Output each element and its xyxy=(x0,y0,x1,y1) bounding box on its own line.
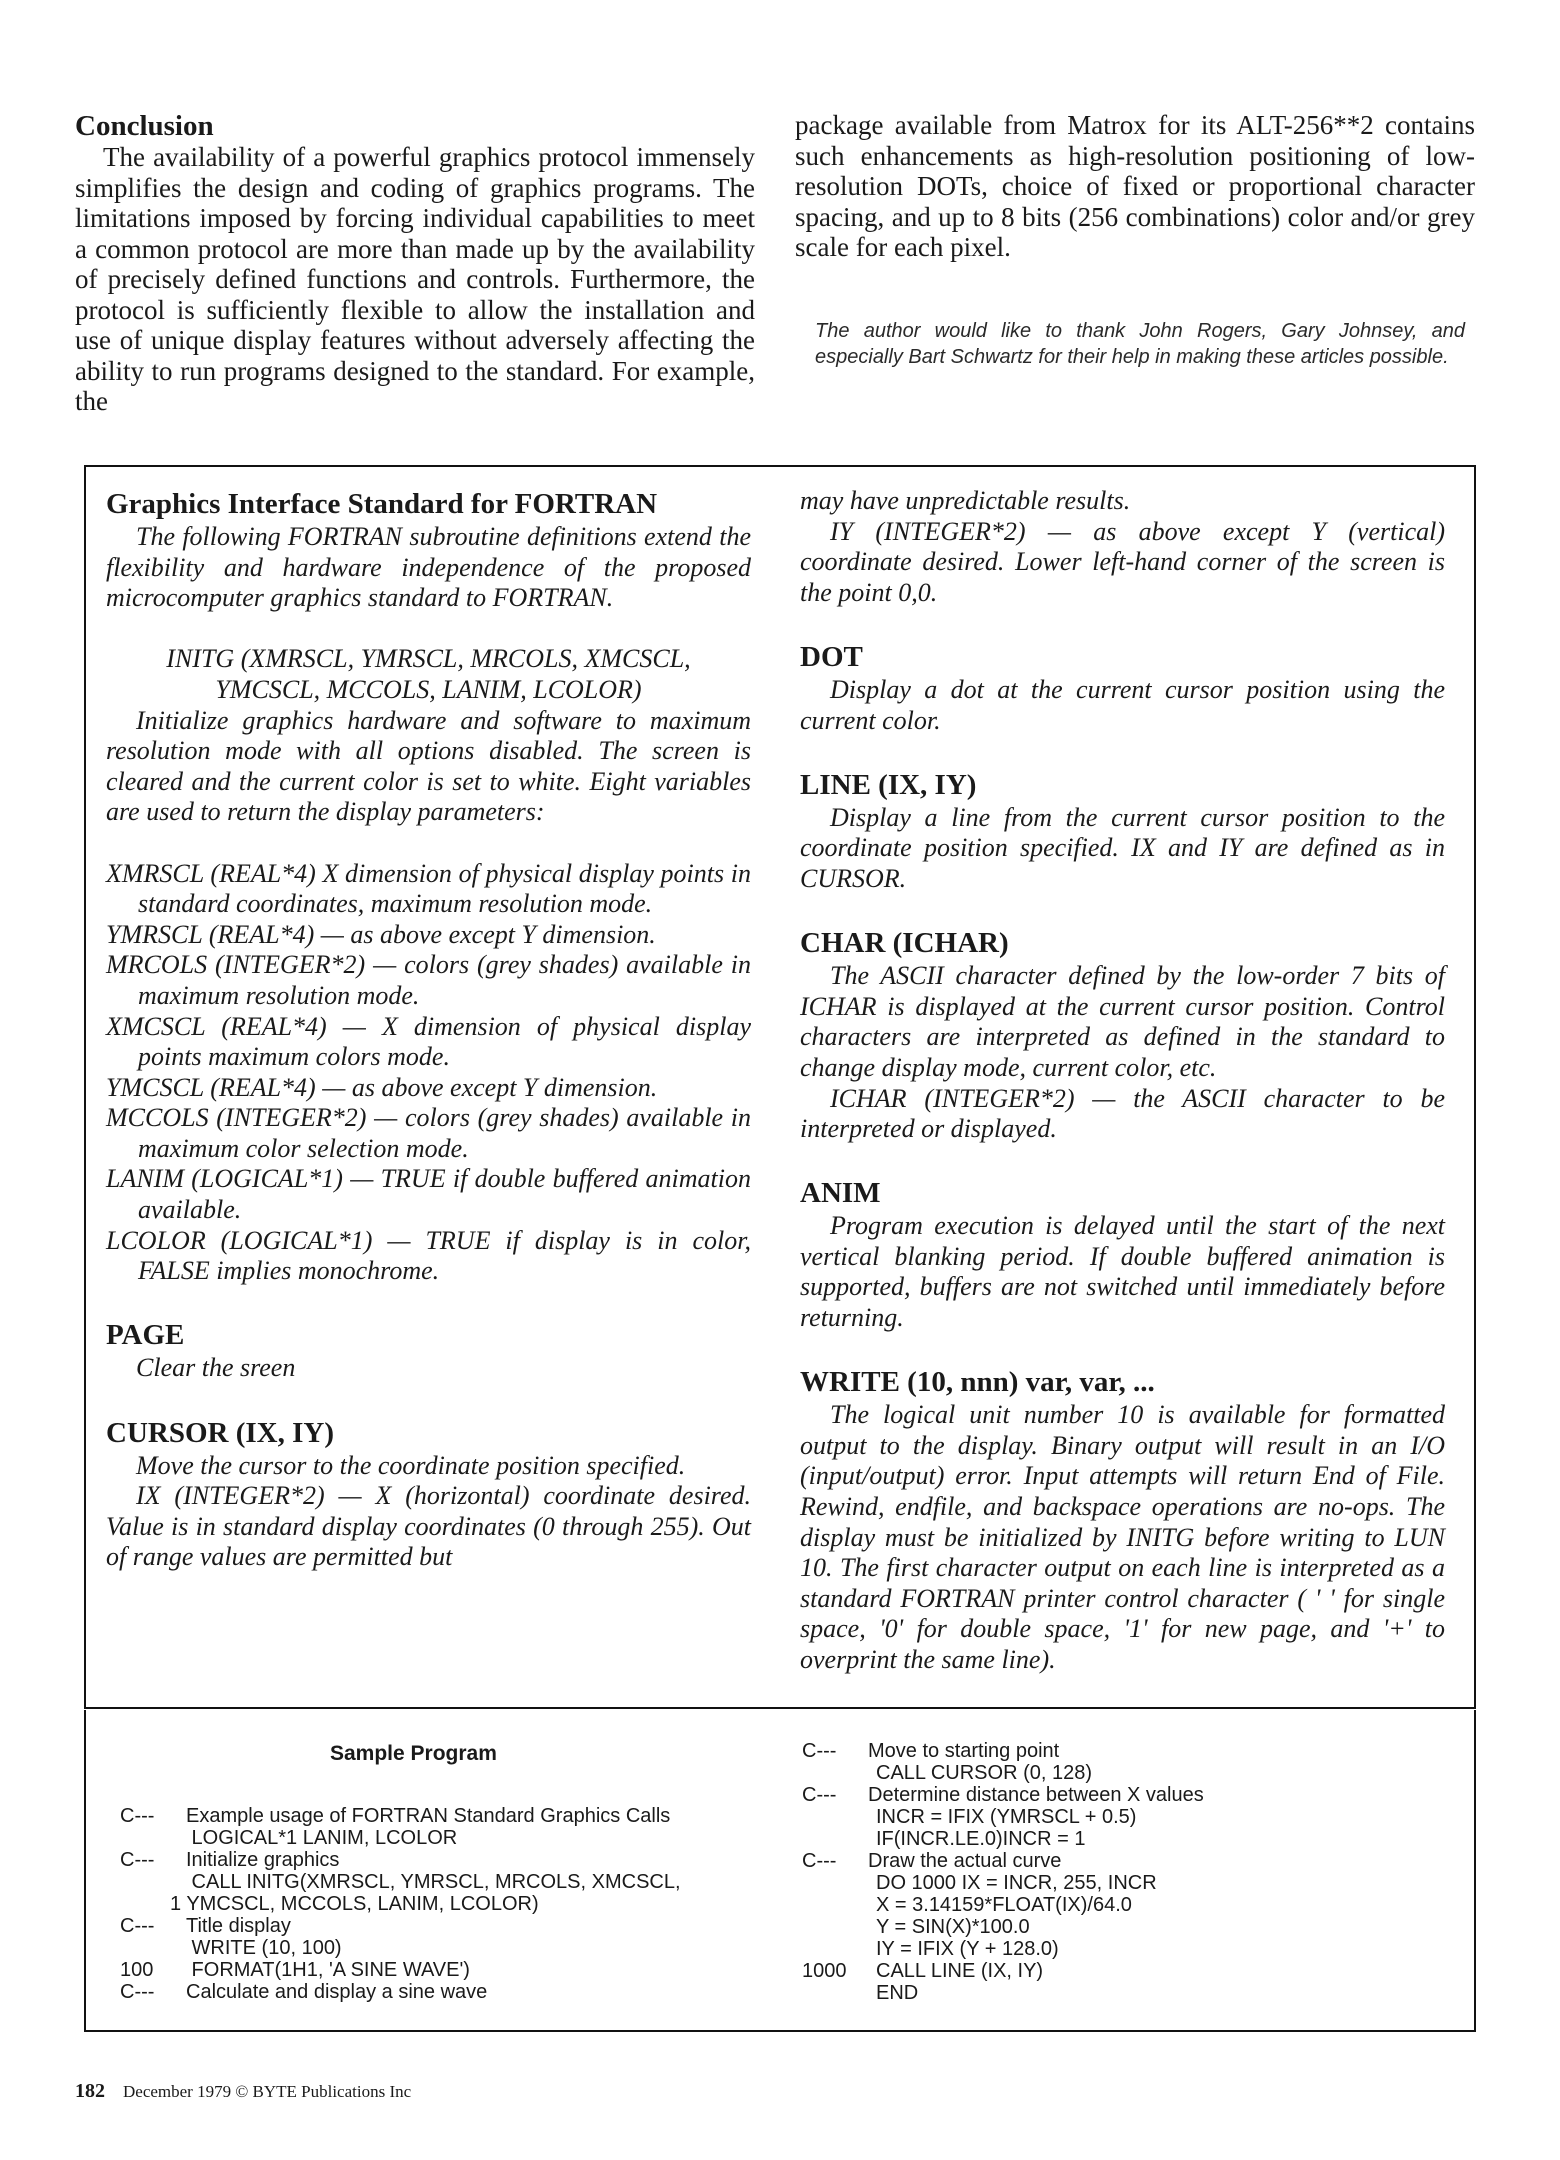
anim-description: Program execution is delayed until the start of the next vertical blanking period. If double buffered animation is supported, buffers are not switched until immediately before returning. xyxy=(800,1211,1445,1333)
acknowledgement: The author would like to thank John Rogers, Gary Johnsey, and especially Bart Schwartz for their help in making these articles possible. xyxy=(815,320,1465,368)
conclusion-text: The availability of a powerful graphics protocol immensely simplifies the design and coding of graphics programs. The limitations imposed by forcing individual capabilities to meet a common protocol are more than made up by the availability of precisely defined functions and controls. Furthermore, the protocol is sufficiently flexible to allow the installation and use of unique display features without adversely affecting the ability to run programs designed to the standard. For example, the xyxy=(75,142,755,416)
param-lcolor: LCOLOR (LOGICAL*1) — TRUE if display is in color, FALSE implies monochrome. xyxy=(106,1225,751,1286)
code-label: C--- xyxy=(120,1849,155,1871)
code-text: Y = SIN(X)*100.0 xyxy=(876,1916,1030,1938)
sidebar-title: Graphics Interface Standard for FORTRAN xyxy=(106,488,658,520)
param-xmrscl: XMRSCL (REAL*4) X dimension of physical display points in standard coordinates, maximum resolution mode. xyxy=(106,858,751,919)
code-text: CALL INITG(XMRSCL, YMRSCL, MRCOLS, XMCSCL, xyxy=(186,1871,681,1893)
code-text: END xyxy=(876,1982,919,2004)
code-line xyxy=(802,1894,1442,1916)
code-label xyxy=(120,1871,186,1893)
sidebar-left-column xyxy=(106,486,751,1573)
code-line xyxy=(120,1871,780,1893)
code-label: C--- xyxy=(802,1740,837,1762)
code-text: CALL LINE (IX, IY) xyxy=(876,1960,1044,1982)
param-xmcscl: XMCSCL (REAL*4) — X dimension of physical display points maximum colors mode. xyxy=(106,1011,751,1072)
code-line xyxy=(802,1762,1442,1784)
initg-description: Initialize graphics hardware and software to maximum resolution mode with all options disabled. The screen is cleared and the current color is set to white. Eight variables are used to return the display parameters: xyxy=(106,705,751,827)
code-line xyxy=(120,1849,780,1871)
sample-program-title: Sample Program xyxy=(330,1742,497,1765)
code-label xyxy=(802,1762,868,1784)
sample-program-right xyxy=(802,1740,1442,2004)
code-label: C--- xyxy=(120,1805,155,1827)
code-text: FORMAT(1H1, 'A SINE WAVE') xyxy=(186,1959,470,1981)
param-ymcscl: YMCSCL (REAL*4) — as above except Y dimension. xyxy=(106,1072,658,1102)
code-text: DO 1000 IX = INCR, 255, INCR xyxy=(876,1872,1157,1894)
char-heading: CHAR (ICHAR) xyxy=(800,927,1009,960)
cursor-iy-description: IY (INTEGER*2) — as above except Y (vertical) coordinate desired. Lower left-hand corner of the screen is the point 0,0. xyxy=(800,516,1445,607)
code-line xyxy=(802,1982,1442,2004)
anim-heading: ANIM xyxy=(800,1177,881,1210)
code-line xyxy=(120,1959,780,1981)
code-text: CALL CURSOR (0, 128) xyxy=(876,1762,1092,1784)
param-lanim: LANIM (LOGICAL*1) — TRUE if double buffered animation available. xyxy=(106,1164,751,1225)
code-text: Calculate and display a sine wave xyxy=(186,1981,488,2003)
code-label: 100 xyxy=(120,1959,154,1981)
code-label: C--- xyxy=(120,1915,155,1937)
dot-description: Display a dot at the current cursor position using the current color. xyxy=(800,674,1445,735)
code-text: INCR = IFIX (YMRSCL + 0.5) xyxy=(876,1806,1137,1828)
initg-signature-2: YMCSCL, MCCOLS, LANIM, LCOLOR) xyxy=(215,674,642,704)
code-label xyxy=(802,1982,868,2004)
code-text: Move to starting point xyxy=(868,1740,1060,1762)
code-text: LOGICAL*1 LANIM, LCOLOR xyxy=(186,1827,458,1849)
code-text: WRITE (10, 100) xyxy=(186,1937,342,1959)
sample-program-left xyxy=(120,1805,780,2003)
code-text: IF(INCR.LE.0)INCR = 1 xyxy=(876,1828,1086,1850)
line-heading: LINE (IX, IY) xyxy=(800,768,977,801)
code-line xyxy=(802,1850,1442,1872)
char-description: The ASCII character defined by the low-order 7 bits of ICHAR is displayed at the current cursor position. Control characters are interpreted as defined in the standard to change display mode, current color, etc. xyxy=(800,961,1445,1082)
code-label xyxy=(802,1872,868,1894)
page-footer xyxy=(75,2080,411,2103)
code-text: X = 3.14159*FLOAT(IX)/64.0 xyxy=(876,1894,1132,1916)
code-text: 1 YMCSCL, MCCOLS, LANIM, LCOLOR) xyxy=(170,1893,539,1915)
code-text: IY = IFIX (Y + 128.0) xyxy=(876,1938,1059,1960)
code-line xyxy=(802,1872,1442,1894)
param-mrcols: MRCOLS (INTEGER*2) — colors (grey shades) available in maximum resolution mode. xyxy=(106,950,751,1010)
code-line xyxy=(802,1806,1442,1828)
code-line xyxy=(802,1828,1442,1850)
code-label: C--- xyxy=(802,1784,837,1806)
conclusion-column xyxy=(75,110,755,417)
code-label xyxy=(120,1827,186,1849)
code-label xyxy=(802,1916,868,1938)
param-ymrscl: YMRSCL (REAL*4) — as above except Y dimension. xyxy=(106,919,656,949)
code-text: Example usage of FORTRAN Standard Graphics Calls xyxy=(186,1805,671,1827)
initg-signature-1: INITG (XMRSCL, YMRSCL, MRCOLS, XMCSCL, xyxy=(166,644,691,674)
code-text: Initialize graphics xyxy=(186,1849,340,1871)
conclusion-heading: Conclusion xyxy=(75,110,214,142)
write-heading: WRITE (10, nnn) var, var, ... xyxy=(800,1366,1155,1399)
cursor-heading: CURSOR (IX, IY) xyxy=(106,1416,334,1449)
code-line xyxy=(120,1915,780,1937)
code-line xyxy=(120,1981,780,2003)
dot-heading: DOT xyxy=(800,640,863,673)
sidebar-intro: The following FORTRAN subroutine definitions extend the flexibility and hardware independence of the proposed microcomputer graphics standard to FORTRAN. xyxy=(106,522,751,613)
page-number: 182 xyxy=(75,2080,105,2102)
sidebar-right-column xyxy=(800,486,1445,1676)
continued-column xyxy=(795,110,1475,263)
code-label: 1000 xyxy=(802,1960,847,1982)
code-label xyxy=(802,1806,868,1828)
cursor-ix-description: IX (INTEGER*2) — X (horizontal) coordinate desired. Value is in standard display coordinates (0 through 255). Out of range values are permitted but xyxy=(106,1481,751,1572)
code-line xyxy=(802,1916,1442,1938)
code-label xyxy=(802,1894,868,1916)
code-line xyxy=(120,1827,780,1849)
code-label xyxy=(802,1938,868,1960)
code-label: C--- xyxy=(120,1981,155,2003)
line-description: Display a line from the current cursor position to the coordinate position specified. IX and IY are defined as in CURSOR. xyxy=(800,802,1445,893)
code-line xyxy=(120,1893,780,1915)
page-heading: PAGE xyxy=(106,1319,185,1352)
page-description: Clear the sreen xyxy=(136,1353,296,1383)
code-text: Determine distance between X values xyxy=(868,1784,1204,1806)
footer-credit: December 1979 © BYTE Publications Inc xyxy=(123,2082,412,2101)
cursor-description: Move the cursor to the coordinate position specified. xyxy=(136,1450,686,1480)
code-text: Title display xyxy=(186,1915,291,1937)
code-line xyxy=(120,1805,780,1827)
write-description: The logical unit number 10 is available for formatted output to the display. Binary output will result in an I/O (input/output) error. Input attempts will return End of File. Rewind, endfile, and backspace operations are no-ops. The display must be initialized by INITG before writing to LUN 10. The first character output on each line is interpreted as a standard FORTRAN printer control character ( ' ' for single space, '0' for double space, '1' for new page, and '+' to overprint the same line). xyxy=(800,1400,1445,1674)
code-line xyxy=(802,1784,1442,1806)
code-label xyxy=(802,1828,868,1850)
param-mccols: MCCOLS (INTEGER*2) — colors (grey shades) available in maximum color selection mode. xyxy=(106,1103,751,1163)
cursor-continued: may have unpredictable results. xyxy=(800,486,1131,515)
code-label xyxy=(120,1937,186,1959)
continued-text: package available from Matrox for its ALT-256**2 contains such enhancements as high-resolution positioning of low-resolution DOTs, choice of fixed or proportional character spacing, and up to 8 bits (256 combinations) color and/or grey scale for each pixel. xyxy=(795,110,1475,262)
code-line xyxy=(802,1938,1442,1960)
code-text: Draw the actual curve xyxy=(868,1850,1062,1872)
code-label: C--- xyxy=(802,1850,837,1872)
code-line xyxy=(802,1960,1442,1982)
code-line xyxy=(120,1937,780,1959)
char-ichar-description: ICHAR (INTEGER*2) — the ASCII character to be interpreted or displayed. xyxy=(800,1083,1445,1144)
code-line xyxy=(802,1740,1442,1762)
